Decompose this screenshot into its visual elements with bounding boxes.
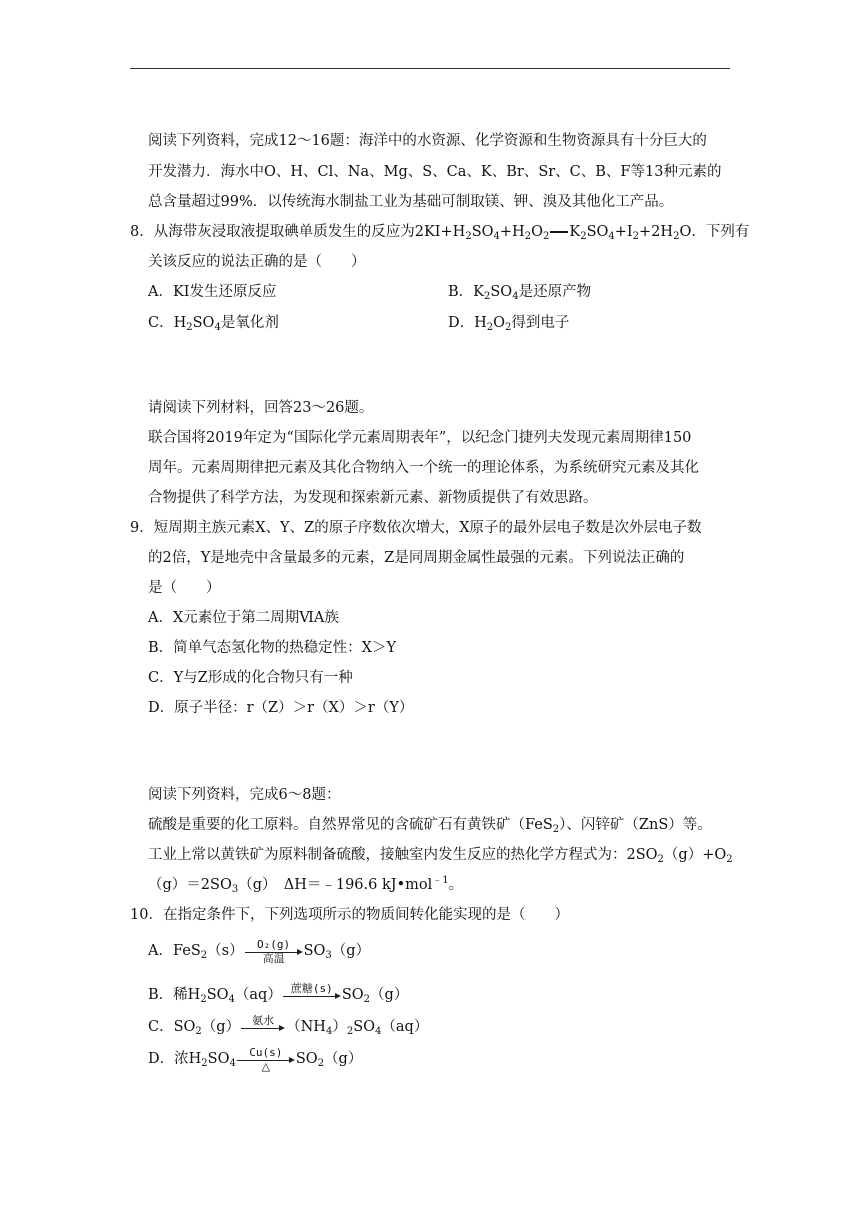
question-10-stem: 10．在指定条件下，下列选项所示的物质间转化能实现的是（ ） bbox=[130, 907, 569, 923]
question-9-option-c: C．Y与Z形成的化合物只有一种 bbox=[148, 670, 353, 686]
question-number: 10． bbox=[130, 907, 163, 923]
question-10-option-b: B．稀$H_2SO_4(aq)$ 蔗糖(s) $SO_2(g)$ bbox=[148, 982, 409, 1005]
reaction-arrow bbox=[237, 1046, 295, 1073]
question-number: 9． bbox=[130, 520, 154, 536]
question-9-option-d: D．原子半径：r（Z）＞r（X）＞r（Y） bbox=[148, 700, 414, 716]
arrow-condition-above: O₂(g) bbox=[257, 938, 291, 951]
reaction-arrow bbox=[283, 982, 341, 1005]
arrow-condition-above: Cu(s) bbox=[249, 1046, 283, 1059]
passage-2-line-1: 请阅读下列材料，回答23～26题。 bbox=[148, 400, 374, 416]
passage-3-line-4: $(g)=2SO_3(g)$ ΔH＝﹣196.6 kJ•mol$^{﹣1}$。 bbox=[148, 875, 464, 895]
equals-bar bbox=[550, 231, 568, 233]
question-10-option-c: C．$SO_2(g)$ 氨水 $(NH_4)_2SO_4(aq)$ bbox=[148, 1014, 429, 1037]
passage-2-line-4: 合物提供了科学方法，为发现和探索新元素、新物质提供了有效思路。 bbox=[148, 490, 598, 506]
arrow-condition-below: △ bbox=[261, 1060, 271, 1073]
question-8-option-a: A．KI发生还原反应 bbox=[148, 284, 277, 300]
question-8-option-b: B．$K_2SO_4$是还原产物 bbox=[448, 284, 592, 302]
question-9-option-a: A．X元素位于第二周期ⅥA族 bbox=[148, 610, 339, 626]
question-8-option-c: C．$H_2SO_4$是氧化剂 bbox=[148, 315, 279, 333]
passage-3-line-1: 阅读下列资料，完成6～8题： bbox=[148, 787, 341, 803]
reaction-arrow bbox=[241, 1014, 285, 1037]
question-8-option-d: D．$H_2O_2$得到电子 bbox=[448, 315, 570, 333]
passage-1-line-1: 阅读下列资料，完成12～16题：海洋中的水资源、化学资源和生物资源具有十分巨大的 bbox=[148, 133, 707, 149]
passage-3-line-3: 工业上常以黄铁矿为原料制备硫酸，接触室内发生反应的热化学方程式为：$2SO_2(g)+O_2$ bbox=[148, 847, 733, 865]
passage-2-line-2: 联合国将2019年定为“国际化学元素周期表年”，以纪念门捷列夫发现元素周期律150 bbox=[148, 430, 692, 446]
passage-2-line-3: 周年。元素周期律把元素及其化合物纳入一个统一的理论体系，为系统研究元素及其化 bbox=[148, 460, 699, 476]
header-rule bbox=[130, 68, 730, 69]
arrow-condition-below: 高温 bbox=[262, 952, 285, 965]
passage-3-line-2: 硫酸是重要的化工原料。自然界常见的含硫矿石有黄铁矿（FeS$_2$）、闪锌矿（ZnS）等。 bbox=[148, 817, 712, 835]
passage-1-line-2: 开发潜力．海水中O、H、Cl、Na、Mg、S、Ca、K、Br、Sr、C、B、F等13种元素的 bbox=[148, 164, 722, 180]
question-number: 8． bbox=[130, 224, 154, 240]
question-8-stem-line-2: 关该反应的说法正确的是（ ） bbox=[148, 254, 366, 270]
question-9-stem-line-2: 的2倍，Y是地壳中含量最多的元素，Z是同周期金属性最强的元素。下列说法正确的 bbox=[148, 550, 685, 566]
question-10-option-a: A．FeS$_2$（s） O₂(g) 高温 $SO_3(g)$ bbox=[148, 938, 371, 965]
reaction-arrow bbox=[245, 938, 303, 965]
question-8-stem-line-1: 8．从海带灰浸取液提取碘单质发生的反应为$2KI+H_2SO_4+H_2O_2$ $K_2SO_4+I_2+2H_2O$．下列有 bbox=[130, 224, 750, 242]
passage-1-line-3: 总含量超过99%．以传统海水制盐工业为基础可制取镁、钾、溴及其他化工产品。 bbox=[148, 194, 674, 210]
arrow-condition-above: 氨水 bbox=[252, 1014, 275, 1027]
question-9-stem-line-1: 9．短周期主族元素X、Y、Z的原子序数依次增大，X原子的最外层电子数是次外层电子数 bbox=[130, 520, 702, 536]
question-9-stem-line-3: 是（ ） bbox=[148, 580, 221, 596]
arrow-condition-above: 蔗糖(s) bbox=[290, 982, 333, 995]
question-9-option-b: B．简单气态氢化物的热稳定性：X＞Y bbox=[148, 640, 397, 656]
question-10-option-d: D．浓$H_2SO_4$ Cu(s) △ $SO_2(g)$ bbox=[148, 1046, 363, 1073]
